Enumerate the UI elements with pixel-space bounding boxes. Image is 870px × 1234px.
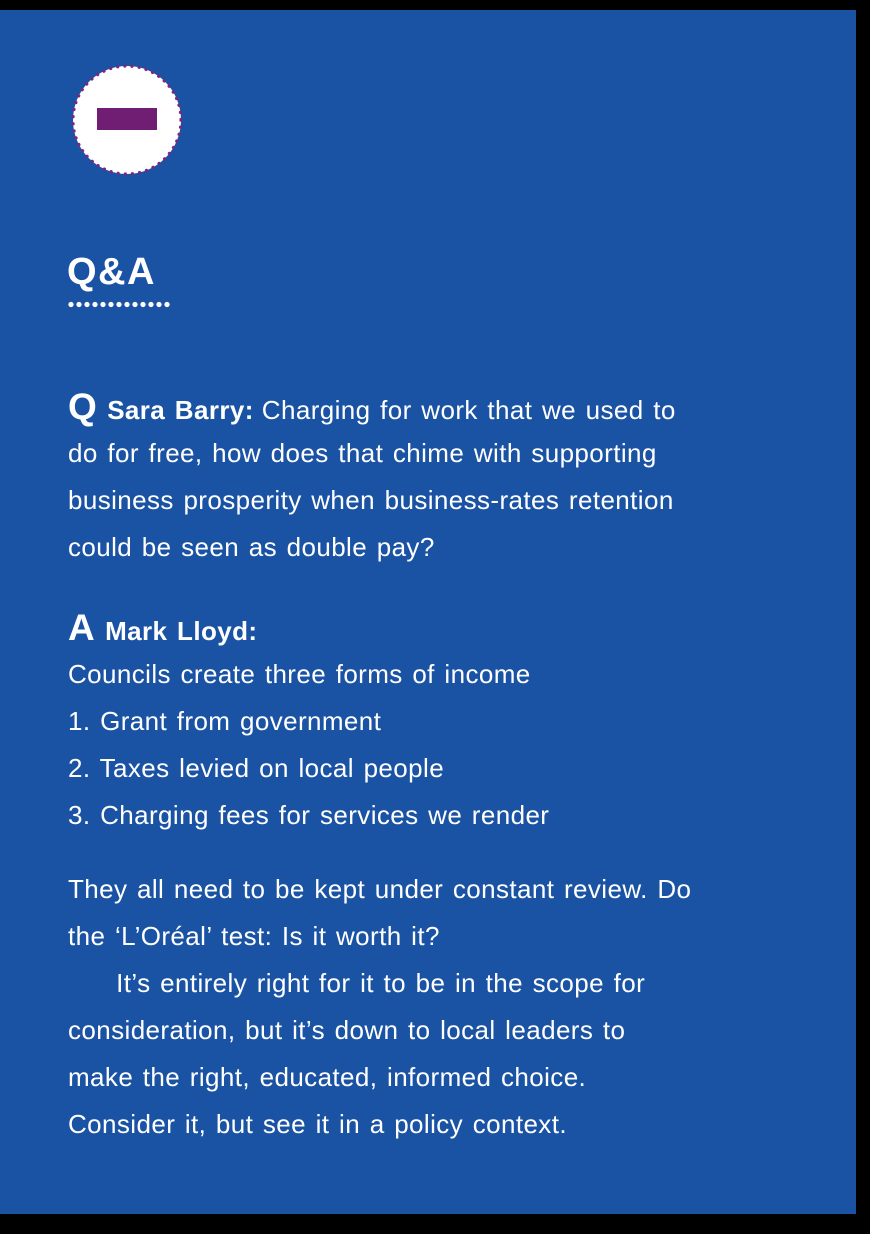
closing-text-line: They all need to be kept under constant review. Do [68,874,692,904]
closing-text-line: Consider it, but see it in a policy context. [68,1109,567,1139]
question-lines [68,430,843,571]
answer-text-line: 1. Grant from government [68,706,382,736]
qa-text [68,383,843,1148]
answer-heading-line [68,604,843,651]
question-text: Charging for work that we used to [261,395,676,425]
answer-speaker: Mark Lloyd: [105,616,258,646]
title-underline-dots [68,301,172,308]
question-first-line [68,383,843,430]
question-text-line: could be seen as double pay? [68,532,435,562]
question-marker: Q [68,386,98,427]
closing-text-line: consideration, but it’s down to local leaders to [68,1015,626,1045]
closing-text-line: make the right, educated, informed choice. [68,1062,587,1092]
question-block [68,383,843,571]
question-text-line: do for free, how does that chime with supporting [68,438,657,468]
page-title: Q&A [67,251,156,293]
answer-marker: A [68,607,96,648]
answer-text-line: Councils create three forms of income [68,659,531,689]
minus-bar [97,108,157,130]
question-speaker: Sara Barry: [107,395,254,425]
qa-badge [70,63,184,177]
closing-lines [68,866,843,1148]
answer-lines [68,651,843,839]
answer-block [68,604,843,839]
closing-text-line: It’s entirely right for it to be in the scope for [68,968,646,998]
closing-paragraph [68,866,843,1148]
question-text-line: business prosperity when business-rates retention [68,485,674,515]
closing-text-line: the ‘L’Oréal’ test: Is it worth it? [68,921,440,951]
minus-bar-icon [70,63,184,177]
qa-card [0,10,856,1214]
answer-text-line: 3. Charging fees for services we render [68,800,550,830]
answer-text-line: 2. Taxes levied on local people [68,753,445,783]
